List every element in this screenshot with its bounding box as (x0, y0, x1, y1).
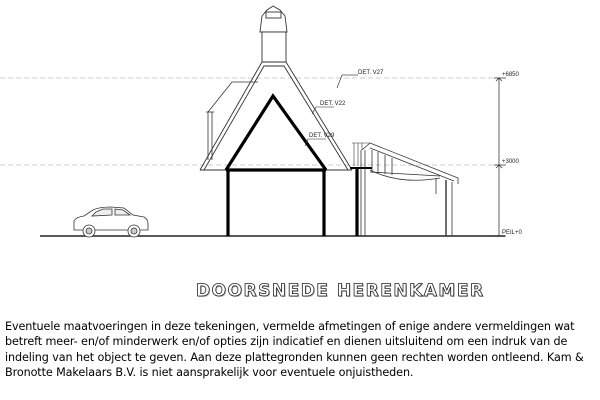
detail-label-v27: DET. V27 (358, 70, 384, 76)
level-label-top: +6850 (502, 72, 519, 78)
detail-label-v22: DET. V22 (320, 101, 346, 107)
herenkamer-section (226, 96, 372, 236)
disclaimer-text: Eventuele maatvoeringen in deze tekeningen, vermelde afmetingen of enige andere vermeldingen wat betreft meer- en/of minderwerk en/of opties zijn indicatief en dienen uitsluitend om een indruk van de indeling van het object te geven. Aan deze plattegronden kunnen geen rechten worden ontleend. Kam & Bronotte Makelaars B.V. is niet aansprakelijk voor eventuele onjuistheden. (5, 320, 584, 380)
level-label-mid: +3000 (502, 159, 519, 165)
level-label-ground: PEIL+0 (502, 230, 522, 236)
drawing-title: DOORSNEDE HERENKAMER (196, 281, 485, 301)
detail-label-v29: DET. V29 (309, 133, 335, 139)
carport (362, 143, 458, 236)
chimney (260, 6, 287, 62)
car-icon (74, 207, 148, 237)
level-dimension (494, 78, 506, 236)
